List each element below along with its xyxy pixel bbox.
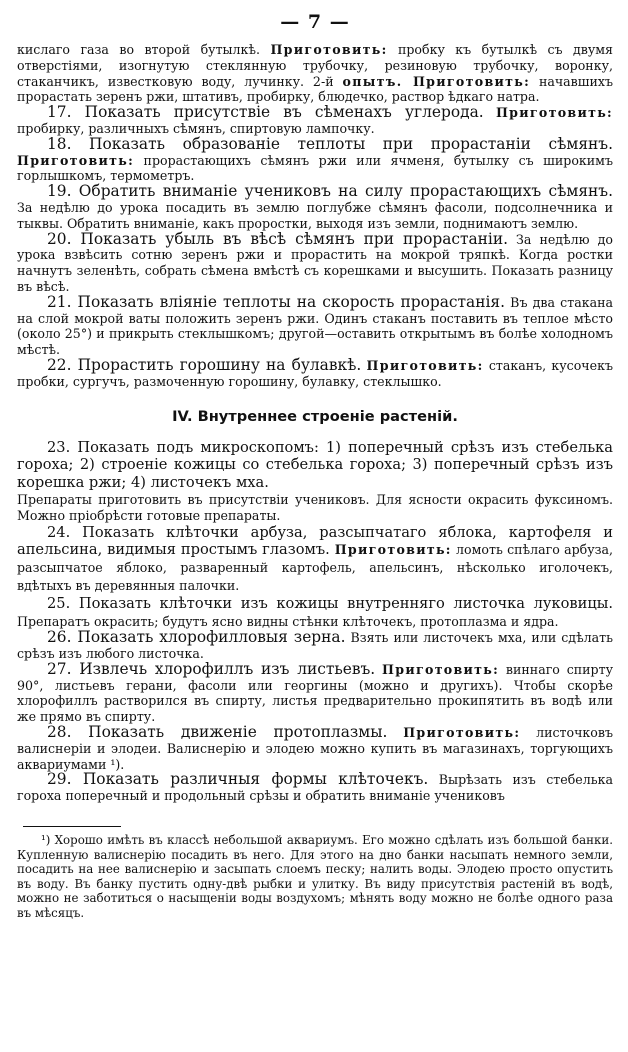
item-body: Препаратъ окрасить; будутъ ясно видны стѣнки клѣточекъ, протоплазма и ядра. xyxy=(17,613,559,629)
item-title: 23. Показать подъ микроскопомъ: 1) поперечный срѣзъ изъ стебелька гороха; 2) строеніе кожицы со стебелька гороха; 3) поперечный срѣзъ изъ корешка ржи; 4) листочекъ мха. xyxy=(17,438,613,492)
item-title: 19. Обратить вниманіе учениковъ на силу прорастающихъ сѣмянъ. xyxy=(47,182,613,201)
item-body: Въ два стакана на слой мокрой ваты положить зеренъ ржи. Одинъ стаканъ поставить въ теплое мѣсто (около 25°) и прикрыть стеклышкомъ; другой—оставить открытымъ въ болѣе холодномъ мѣстѣ. xyxy=(17,294,613,358)
item-body: пробирку, различныхъ сѣмянъ, спиртовую лампочку. xyxy=(17,120,375,136)
item-label: Приготовить: xyxy=(334,542,452,558)
items-list-b xyxy=(17,439,613,805)
item-body: виннаго спирту 90°, листьевъ герани, фасоли или георгины (можно и другихъ). Чтобы скорѣе хлорофиллъ растворился въ спирту, листья предварительно прокипятить въ водѣ или же прямо въ спирту. xyxy=(17,661,613,725)
item-title: 17. Показать присутствіе въ сѣменахъ углерода. xyxy=(47,103,484,122)
item-title: 27. Извлечь хлорофиллъ изъ листьевъ. xyxy=(47,659,376,678)
footnote-divider xyxy=(23,826,121,827)
item-title: 21. Показать вліяніе теплоты на скорость прорастанія. xyxy=(47,292,505,311)
item-title: 25. Показать клѣточки изъ кожицы внутренняго листочка луковицы. xyxy=(47,594,613,612)
item-title: 24. Показать клѣточки арбуза, разсыпчатаго яблока, картофеля и апельсина, видимыя простымъ глазомъ. xyxy=(17,523,613,559)
intro-paragraph xyxy=(17,42,613,105)
item-body: ломоть спѣлаго арбуза, разсыпчатое яблоко, разваренный картофель, апельсинъ, нѣсколько иголочекъ, вдѣтыхъ въ деревянныя палочки. xyxy=(17,542,614,593)
item-label: Приготовить: xyxy=(366,357,484,373)
list-item xyxy=(17,659,613,725)
list-item xyxy=(17,725,613,772)
intro-text-end: начавшихъ прорастать зеренъ ржи, штативъ, пробирку, блюдечко, раствор ѣдкаго натра. xyxy=(17,73,613,105)
item-title: 29. Показать различныя формы клѣточекъ. xyxy=(47,770,429,789)
list-item xyxy=(17,595,613,631)
intro-text-mid: пробку къ бутылкѣ съ двумя отверстіями, изогнутую стеклянную трубочку, резиновую трубочку, воронку, стаканчикъ, известковую воду, лучинку. 2-й xyxy=(17,42,613,89)
list-item xyxy=(17,184,613,231)
page-number: — 7 — xyxy=(280,11,350,33)
item-body: За недѣлю до урока взвѣсить сотню зеренъ ржи и прорастить на мокрой тряпкѣ. Когда ростки начнутъ зеленѣть, собрать сѣмена вмѣстѣ съ корешками и высушить. Показать разницу въ вѣсѣ. xyxy=(17,231,613,294)
list-item xyxy=(17,439,613,492)
item-body: прорастающихъ сѣмянъ ржи или ячменя, бутылку съ широкимъ горлышкомъ, термометръ. xyxy=(17,152,613,184)
intro-label: Приготовить: xyxy=(270,42,388,57)
list-item xyxy=(17,355,613,390)
item-title: 26. Показать хлорофилловыя зерна. xyxy=(47,628,346,647)
item-body: За недѣлю до урока посадить въ землю поглубже сѣмянъ фасоли, подсолнечника и тыквы. Обратить вниманіе, какъ проростки, выходя изъ земли, поднимаютъ землю. xyxy=(17,199,613,231)
list-item xyxy=(17,134,613,184)
footnote: ¹) Хорошо имѣть въ классѣ небольшой аквариумъ. Его можно сдѣлать изъ большой банки. Купленную валиснерію посадить въ него. Для этого на дно банки насыпать немного земли, посадить на нее валиснерію и засыпать слоемъ песку; налить воды. Элодею просто опустить въ воду. Въ банку пустить одну-двѣ рыбки и улитку. Въ виду присутствія растеній въ водѣ, можно не заботиться о насыщеніи воды воздухомъ; мѣнять воду можно не болѣе одного раза въ мѣсяцъ. xyxy=(17,833,613,921)
item-label: Приготовить: xyxy=(403,725,521,741)
item-title: 28. Показать движеніе протоплазмы. xyxy=(47,723,388,742)
list-item xyxy=(17,524,613,595)
list-item xyxy=(17,229,613,295)
item-label: Приготовить: xyxy=(17,152,135,168)
item-body: Препараты приготовить въ присутствіи учениковъ. Для ясности окрасить фуксиномъ. Можно пріобрѣсти готовые препараты. xyxy=(17,491,613,523)
item-label: Приготовить: xyxy=(495,105,613,121)
intro-label-2: опытъ. Приготовить: xyxy=(342,73,531,89)
item-body: Вырѣзать изъ стебелька гороха поперечный и продольный срѣзы и обратить вниманіе учениковъ xyxy=(17,772,613,804)
section-heading: IV. Внутреннее строеніе растеній. xyxy=(172,407,458,425)
intro-text: кислаго газа во второй бутылкѣ. xyxy=(17,42,271,57)
item-body: Взять или листочекъ мха, или сдѣлать срѣзъ изъ любого листочка. xyxy=(17,630,613,662)
list-item xyxy=(17,105,613,137)
item-body: листочковъ валиснеріи и элодеи. Валиснерію и элодею можно купить въ магазинахъ, торгующихъ аквариумами ¹). xyxy=(17,725,613,772)
item-title: 18. Показать образованіе теплоты при прорастаніи сѣмянъ. xyxy=(47,134,613,153)
item-title: 20. Показать убыль въ вѣсѣ сѣмянъ при прорастаніи. xyxy=(47,229,509,248)
item-label: Приготовить: xyxy=(382,661,500,677)
list-item-body xyxy=(17,492,613,524)
list-item xyxy=(17,630,613,662)
list-item xyxy=(17,772,613,804)
items-list-a xyxy=(17,105,613,389)
item-body: стаканъ, кусочекъ пробки, сургучъ, размоченную горошину, булавку, стеклышко. xyxy=(17,357,613,389)
item-title: 22. Прорастить горошину на булавкѣ. xyxy=(47,355,362,374)
list-item xyxy=(17,292,613,358)
